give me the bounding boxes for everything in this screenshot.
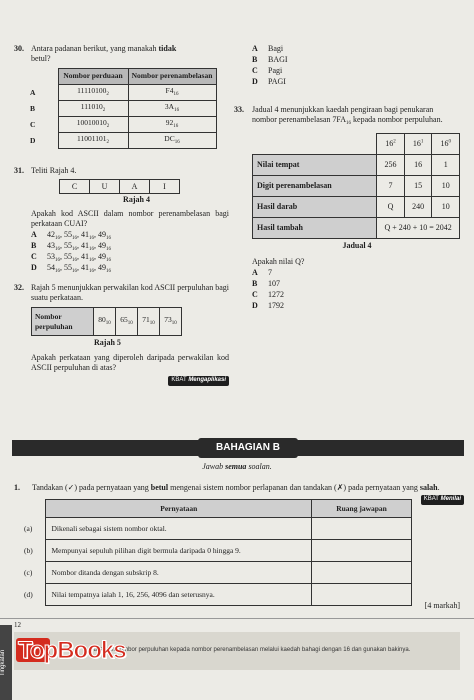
question-text: Antara padanan berikut, yang manakah tidak betul? — [31, 44, 177, 63]
table-row: Hasil darab Q 240 10 — [253, 197, 460, 218]
page-number: 12 — [14, 621, 21, 629]
rajah-4-table: C U A I — [59, 179, 180, 194]
option[interactable]: C Pagi — [252, 66, 283, 75]
header-statement: Pernyataan — [46, 500, 312, 518]
footer-divider — [0, 618, 474, 619]
answer-cell[interactable] — [312, 562, 412, 584]
section-b-q1 — [14, 483, 464, 606]
q33-options — [252, 268, 460, 312]
question-number: 31. — [14, 166, 24, 175]
table-row: C $10010010_2$ $92_{16}$ — [28, 117, 216, 133]
statement-table — [24, 499, 412, 606]
question-text: Teliti Rajah 4. — [31, 166, 77, 175]
table-row: (a) Dikenali sebagai sistem nombor oktal. — [24, 518, 412, 540]
question-32 — [14, 283, 229, 386]
table-row: Nilai tempat 256 16 1 — [253, 155, 460, 176]
table-row: A $11110100_2$ $F4_{16}$ — [28, 85, 216, 101]
table-row: (d) Nilai tempatnya ialah 1, 16, 256, 4096 dan seterusnya. — [24, 584, 412, 606]
table-caption: Jadual 4 — [342, 241, 372, 251]
side-tab: Tingkatan — [0, 625, 12, 700]
q31-options — [31, 230, 229, 274]
kbat-badge: KBAT Menilai — [421, 493, 464, 505]
question-text: Rajah 5 menunjukkan perwakilan kod ASCII perpuluhan bagi suatu perkataan. — [31, 283, 229, 302]
option[interactable]: A Bagi — [252, 44, 284, 53]
header-answer: Ruang jawapan — [312, 500, 412, 518]
q33-table: $16^2$ $16^1$ $16^0$ Nilai tempat 256 16 1 Digit perenambelasan 7 15 10 Hasil darab Q 240 10 Hasil tambah Q + 240 + 10 = 2042 — [252, 133, 460, 239]
table-row: Hasil tambah Q + 240 + 10 = 2042 — [253, 218, 460, 239]
footer-note: Tukarkan nombor perpuluhan kepada nombor perenambelasan melalui kaedah bahagi dengan 16 dan gunakan bakinya. — [90, 647, 411, 653]
option[interactable]: B BAGI — [252, 55, 288, 64]
q30-table — [28, 68, 217, 149]
option[interactable]: B $43_{16}$, $55_{16}$, $41_{16}$, $49_{16}$ — [31, 241, 111, 252]
table-row: Digit perenambelasan 7 15 10 — [253, 176, 460, 197]
answer-cell[interactable] — [312, 540, 412, 562]
question-number: 33. — [234, 105, 244, 114]
option[interactable]: B 107 — [252, 279, 280, 289]
question-number: 32. — [14, 283, 24, 292]
question-33 — [234, 105, 460, 312]
figure-caption: Rajah 5 — [94, 338, 121, 347]
section-instruction: Jawab semua soalan. — [202, 462, 272, 471]
option[interactable]: A $42_{16}$, $55_{16}$, $41_{16}$, $49_{16}$ — [31, 230, 111, 241]
option[interactable]: D 1792 — [252, 301, 284, 311]
table-row: (b) Mempunyai sepuluh pilihan digit bermula daripada 0 hingga 9. — [24, 540, 412, 562]
question-number: 1. — [14, 483, 20, 492]
question-prompt: Apakah nilai Q? — [252, 257, 305, 267]
table-row: D $11001101_2$ $DC_{16}$ — [28, 133, 216, 149]
question-31 — [14, 166, 229, 274]
option[interactable]: C 1272 — [252, 290, 284, 300]
header-hex: Nombor perenambelasan — [128, 69, 216, 85]
option[interactable]: C $53_{16}$, $55_{16}$, $41_{16}$, $49_{16}$ — [31, 252, 111, 263]
rajah-5-table: Nombor perpuluhan $80_{10}$ $65_{10}$ $71_{10}$ $73_{10}$ — [31, 307, 182, 336]
q32-options — [252, 44, 452, 88]
question-number: 30. — [14, 44, 24, 53]
watermark-logo: TopBooks — [18, 637, 126, 664]
kbat-badge: KBAT Mengaplikasi — [14, 374, 229, 386]
table-row: (c) Nombor ditanda dengan subskrip 8. — [24, 562, 412, 584]
answer-cell[interactable] — [312, 518, 412, 540]
table-row: B $111010_2$ $3A_{16}$ — [28, 101, 216, 117]
question-text: Tandakan (✓) pada pernyataan yang betul mengenai sistem nombor perlapanan dan tandakan (✗) pada pernyataan yang salah. — [32, 483, 440, 492]
question-30 — [14, 44, 229, 149]
option[interactable]: D PAGI — [252, 77, 286, 86]
answer-cell[interactable] — [312, 584, 412, 606]
section-banner — [12, 440, 464, 456]
marks: [4 markah] — [424, 601, 460, 610]
section-title: BAHAGIAN B — [198, 438, 298, 458]
header-binary: Nombor perduaan — [58, 69, 128, 85]
option[interactable]: D $54_{16}$, $55_{16}$, $41_{16}$, $49_{16}$ — [31, 263, 111, 274]
question-prompt: Apakah kod ASCII dalam nombor perenambelasan bagi perkataan CUAI? — [31, 209, 229, 228]
option[interactable]: A 7 — [252, 268, 272, 278]
question-prompt: Apakah perkataan yang diperoleh daripada perwakilan kod ASCII perpuluhan di atas? — [31, 353, 229, 372]
question-text: Jadual 4 menunjukkan kaedah pengiraan bagi penukaran nombor perenambelasan $7FA_{16}$ kepada nombor perpuluhan. — [252, 105, 443, 126]
figure-caption: Rajah 4 — [123, 195, 150, 204]
